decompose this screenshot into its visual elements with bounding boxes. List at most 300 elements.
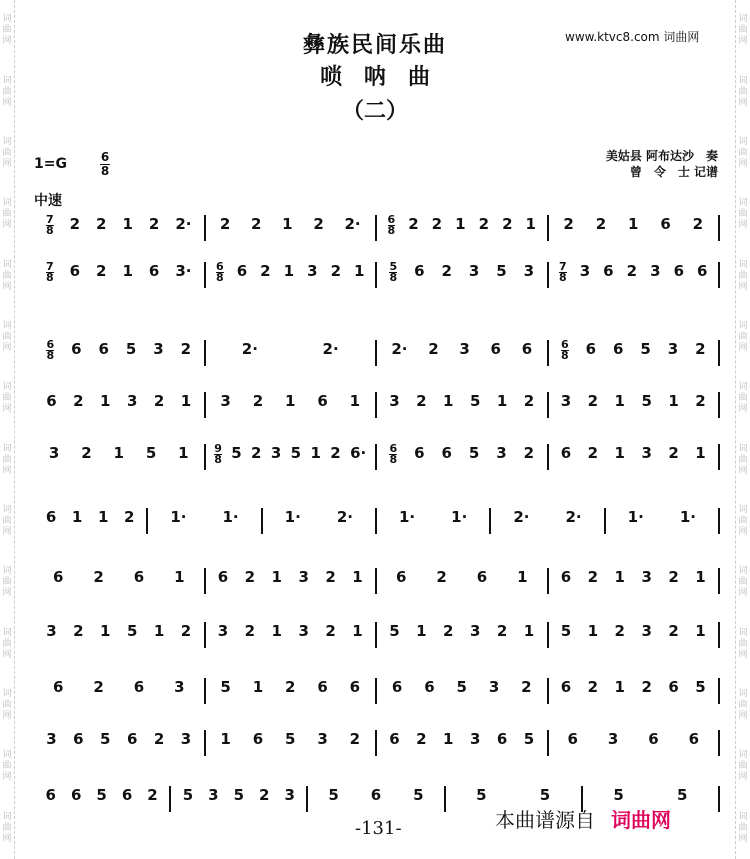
score-row <box>34 262 720 298</box>
note: 6 <box>603 262 614 280</box>
note: 6 <box>673 262 685 280</box>
note: 6 <box>317 678 328 696</box>
brand-text: 词曲网 <box>611 808 671 832</box>
score-row <box>34 730 720 766</box>
note: 6 <box>69 262 81 280</box>
measure <box>210 392 372 410</box>
note: 2 <box>148 215 160 233</box>
note: 2 <box>502 215 513 233</box>
measure <box>553 392 715 410</box>
note: 3 <box>459 340 470 358</box>
note: 2· <box>241 340 258 358</box>
note: 2 <box>153 730 165 748</box>
note: 6 <box>395 568 407 586</box>
note: 5 <box>456 678 467 696</box>
performer: 美姑县 阿布达沙 奏 <box>605 149 718 163</box>
barline <box>375 444 377 470</box>
barline <box>375 392 377 418</box>
barline <box>169 786 171 812</box>
measure <box>38 730 200 748</box>
measure <box>38 622 200 640</box>
title-number: （二） <box>341 98 408 124</box>
note: 6 <box>52 678 64 696</box>
note: 3 <box>667 340 679 358</box>
note: 6 <box>98 340 109 358</box>
note: 5 <box>100 730 111 748</box>
watermark-text: 词 曲 网 <box>738 136 748 169</box>
note: 1 <box>285 392 296 410</box>
note: 5 <box>496 262 507 280</box>
measure <box>381 262 543 283</box>
note: 2 <box>587 678 599 696</box>
watermark-text: 词 曲 网 <box>738 811 748 844</box>
note: 1· <box>679 508 696 526</box>
watermark-text: 词 曲 网 <box>2 382 12 415</box>
note: 1 <box>695 444 706 462</box>
note: 2 <box>595 215 607 233</box>
measure <box>381 678 543 696</box>
note: 2 <box>428 340 439 358</box>
title-sub: 唢 呐 曲 <box>319 64 430 90</box>
note: 2· <box>175 215 192 233</box>
measure <box>210 215 372 233</box>
barline <box>718 786 720 812</box>
note: 1 <box>525 215 536 233</box>
note: 1 <box>100 622 111 640</box>
watermark-text: 词 曲 网 <box>738 198 748 231</box>
note: 6 <box>560 444 572 462</box>
note: 1 <box>614 568 625 586</box>
watermark-text: 词 曲 网 <box>2 443 12 476</box>
watermark-text: 词 曲 网 <box>2 75 12 108</box>
note: 3 <box>220 392 231 410</box>
measure <box>610 508 714 526</box>
note: 6 <box>697 262 708 280</box>
note: 3 <box>468 262 480 280</box>
watermark-text: 词 曲 网 <box>738 443 748 476</box>
barline <box>718 568 720 594</box>
note: 2 <box>330 262 342 280</box>
note: 3 <box>307 262 318 280</box>
note: 2 <box>668 622 679 640</box>
note: 1 <box>271 568 282 586</box>
meter-change: 7 8 <box>45 260 54 284</box>
barline <box>547 568 549 594</box>
watermark-text: 词 曲 网 <box>2 750 12 783</box>
score-row <box>34 444 720 480</box>
measure <box>38 568 200 586</box>
score-row <box>34 568 720 604</box>
note: 3 <box>46 730 57 748</box>
note: 1 <box>97 508 109 526</box>
note: 2 <box>523 392 535 410</box>
note: 2 <box>69 215 81 233</box>
note: 1 <box>695 622 706 640</box>
meter-change: 6 8 <box>216 260 224 284</box>
note: 6 <box>414 444 425 462</box>
note: 2 <box>668 568 679 586</box>
tempo-marking: 中速 <box>34 193 62 209</box>
note: 5 <box>290 444 302 462</box>
score-row <box>34 340 720 376</box>
measure <box>553 622 715 640</box>
note: 6 <box>668 678 679 696</box>
barline <box>375 678 377 704</box>
note: 1 <box>153 622 165 640</box>
note: 6 <box>660 215 671 233</box>
page-number: -131- <box>355 818 402 839</box>
note: 1· <box>284 508 301 526</box>
note: 6 <box>52 568 64 586</box>
note: 1· <box>170 508 187 526</box>
watermark-text: 词 曲 网 <box>2 198 12 231</box>
note: 2 <box>251 444 262 462</box>
note: 2 <box>478 215 490 233</box>
note: 1 <box>695 568 706 586</box>
note: 2 <box>260 262 271 280</box>
note: 1 <box>614 444 625 462</box>
measure <box>381 392 543 410</box>
measure <box>553 568 715 586</box>
measure <box>210 444 372 465</box>
note: 6 <box>490 340 501 358</box>
note: 2 <box>695 392 706 410</box>
note: 1 <box>352 568 363 586</box>
barline <box>375 568 377 594</box>
note: 2 <box>408 215 419 233</box>
note: 1 <box>496 392 508 410</box>
note: 1 <box>122 262 133 280</box>
barline <box>375 622 377 648</box>
note: 5 <box>676 786 688 804</box>
note: 6 <box>349 678 361 696</box>
note: 1 <box>523 622 535 640</box>
note: 1 <box>180 392 192 410</box>
note: 6 <box>476 568 488 586</box>
measure <box>553 730 715 748</box>
barline <box>718 444 720 470</box>
note: 2 <box>81 444 92 462</box>
measure <box>450 786 577 804</box>
note: 5 <box>640 340 651 358</box>
note: 2 <box>325 622 336 640</box>
note: 5 <box>560 622 572 640</box>
measure <box>152 508 256 526</box>
barline <box>261 508 263 534</box>
watermark-text: 词 曲 网 <box>738 259 748 292</box>
barline <box>204 730 206 756</box>
note: 6 <box>391 678 403 696</box>
note: 2 <box>124 508 135 526</box>
note: 6 <box>70 786 82 804</box>
watermark-text: 词 曲 网 <box>738 382 748 415</box>
note: 6 <box>45 508 57 526</box>
barline <box>718 508 720 534</box>
note: 6· <box>350 444 367 462</box>
note: 2 <box>587 568 599 586</box>
meter-change: 6 8 <box>46 338 55 362</box>
note: 6 <box>217 568 229 586</box>
note: 3 <box>469 730 481 748</box>
barline <box>718 215 720 241</box>
note: 6 <box>389 730 400 748</box>
note: 3 <box>46 622 57 640</box>
note: 6 <box>560 678 572 696</box>
note: 2 <box>259 786 270 804</box>
watermark-text: 词 曲 网 <box>2 627 12 660</box>
note: 1 <box>628 215 639 233</box>
note: 3 <box>298 568 309 586</box>
measure <box>312 786 439 804</box>
score-row <box>34 622 720 658</box>
note: 2 <box>626 262 638 280</box>
note: 2 <box>443 622 454 640</box>
note: 2 <box>695 340 706 358</box>
score-row <box>34 678 720 714</box>
note: 2 <box>244 568 256 586</box>
note: 1 <box>352 622 363 640</box>
note: 3 <box>48 444 60 462</box>
barline <box>547 678 549 704</box>
note: 2 <box>93 568 104 586</box>
note: 2 <box>153 392 165 410</box>
watermark-text: 词 曲 网 <box>2 688 12 721</box>
note: 6 <box>560 568 572 586</box>
footer-source <box>495 804 671 833</box>
note: 2 <box>587 444 599 462</box>
note: 6 <box>317 392 328 410</box>
note: 1 <box>587 622 599 640</box>
note: 2 <box>496 622 508 640</box>
note: 1 <box>455 215 466 233</box>
measure <box>267 508 371 526</box>
meter-change: 7 8 <box>45 213 54 237</box>
watermark-text: 词 曲 网 <box>2 320 12 353</box>
note: 1 <box>282 215 293 233</box>
note: 1 <box>178 444 189 462</box>
note: 3 <box>523 262 534 280</box>
note: 2 <box>313 215 324 233</box>
note: 6 <box>496 730 508 748</box>
note: 1 <box>614 392 625 410</box>
measure <box>210 730 372 748</box>
measure <box>38 678 200 696</box>
note: 3 <box>284 786 295 804</box>
barline <box>604 508 606 534</box>
note: 3 <box>560 392 572 410</box>
note: 3 <box>153 340 164 358</box>
note: 2 <box>521 678 532 696</box>
note: 2 <box>252 392 264 410</box>
credits <box>606 148 718 180</box>
note: 6 <box>424 678 435 696</box>
measure <box>210 678 372 696</box>
watermark-text: 词 曲 网 <box>738 14 748 47</box>
note: 5 <box>641 392 652 410</box>
barline <box>547 262 549 288</box>
note: 5 <box>285 730 296 748</box>
note: 6 <box>236 262 248 280</box>
note: 1· <box>451 508 468 526</box>
barline <box>547 340 549 366</box>
barline <box>718 262 720 288</box>
measure <box>381 568 543 586</box>
measure <box>38 508 142 526</box>
title-main: 彝族民间乐曲 <box>302 32 447 58</box>
note: 2 <box>692 215 704 233</box>
barline <box>146 508 148 534</box>
watermark-text: 词 曲 网 <box>2 811 12 844</box>
note: 1· <box>627 508 644 526</box>
barline <box>375 262 377 288</box>
watermark-text: 词 曲 网 <box>738 688 748 721</box>
measure <box>587 786 714 804</box>
note: 1 <box>310 444 321 462</box>
barline <box>547 622 549 648</box>
note: 3 <box>488 678 500 696</box>
note: 3 <box>317 730 328 748</box>
note: 5 <box>182 786 194 804</box>
note: 6 <box>45 786 56 804</box>
measure <box>38 392 200 410</box>
score-row <box>34 392 720 428</box>
watermark-text: 词 曲 网 <box>738 566 748 599</box>
meter-change: 7 8 <box>559 260 567 284</box>
note: 2 <box>244 622 256 640</box>
note: 2 <box>641 678 652 696</box>
note: 3 <box>180 730 192 748</box>
barline <box>375 340 377 366</box>
note: 6 <box>121 786 133 804</box>
note: 6 <box>585 340 596 358</box>
barline <box>718 340 720 366</box>
barline <box>547 730 549 756</box>
note: 3 <box>126 392 138 410</box>
note: 3 <box>389 392 400 410</box>
note: 3 <box>579 262 591 280</box>
note: 3 <box>607 730 619 748</box>
note: 2 <box>416 730 427 748</box>
note: 2· <box>322 340 339 358</box>
measure <box>38 262 200 283</box>
note: 5 <box>145 444 157 462</box>
barline <box>444 786 446 812</box>
note: 2 <box>251 215 262 233</box>
barline <box>489 508 491 534</box>
barline <box>204 262 206 288</box>
note: 1 <box>100 392 111 410</box>
barline <box>718 622 720 648</box>
note: 1 <box>271 622 282 640</box>
right-watermark-strip <box>735 0 750 859</box>
note: 3 <box>217 622 229 640</box>
transcriber: 曾 令 士 记谱 <box>629 165 718 179</box>
note: 1 <box>122 215 133 233</box>
measure <box>38 444 200 462</box>
barline <box>547 215 549 241</box>
note: 2 <box>325 568 336 586</box>
measure <box>38 786 165 804</box>
note: 3 <box>641 622 652 640</box>
measure <box>381 508 485 526</box>
note: 5 <box>539 786 551 804</box>
barline <box>547 392 549 418</box>
note: 2· <box>344 215 361 233</box>
note: 2 <box>219 215 231 233</box>
note: 3 <box>174 678 185 696</box>
note: 6 <box>126 730 138 748</box>
note: 1· <box>399 508 416 526</box>
left-watermark-strip <box>0 0 15 859</box>
note: 1 <box>443 392 454 410</box>
measure <box>553 262 715 283</box>
barline <box>204 678 206 704</box>
barline <box>204 392 206 418</box>
note: 3 <box>641 444 652 462</box>
measure <box>38 340 200 361</box>
note: 2· <box>336 508 353 526</box>
note: 5 <box>96 786 107 804</box>
measure <box>210 262 372 283</box>
note: 5 <box>125 340 137 358</box>
site-url: www.ktvc8.com 词曲网 <box>565 30 700 44</box>
measure <box>553 678 715 696</box>
note: 2 <box>416 392 427 410</box>
score-row <box>34 215 720 251</box>
note: 6 <box>441 444 452 462</box>
measure <box>495 508 599 526</box>
barline <box>306 786 308 812</box>
source-text: 本曲谱源自 <box>495 808 595 832</box>
meter-change: 6 8 <box>387 213 396 237</box>
note: 5 <box>476 786 487 804</box>
barline <box>718 678 720 704</box>
key-signature: 1=G <box>34 156 67 172</box>
note: 1· <box>222 508 239 526</box>
note: 2· <box>513 508 530 526</box>
measure <box>553 444 715 462</box>
note: 5 <box>613 786 624 804</box>
note: 2 <box>587 392 599 410</box>
barline <box>204 444 206 470</box>
note: 2 <box>614 622 625 640</box>
watermark-text: 词 曲 网 <box>2 14 12 47</box>
note: 3 <box>270 444 282 462</box>
note: 6 <box>648 730 659 748</box>
note: 6 <box>133 678 145 696</box>
note: 5 <box>233 786 244 804</box>
measure <box>175 786 302 804</box>
note: 6 <box>521 340 533 358</box>
note: 2 <box>285 678 296 696</box>
note: 1 <box>71 508 83 526</box>
note: 5 <box>328 786 339 804</box>
watermark-text: 词 曲 网 <box>738 750 748 783</box>
note: 5 <box>523 730 535 748</box>
watermark-text: 词 曲 网 <box>2 504 12 537</box>
note: 1 <box>174 568 185 586</box>
time-signature: 6 8 <box>100 150 110 178</box>
barline <box>204 622 206 648</box>
note: 1 <box>349 392 361 410</box>
measure <box>381 444 543 465</box>
note: 6 <box>46 392 57 410</box>
measure <box>210 622 372 640</box>
note: 2 <box>330 444 341 462</box>
note: 2 <box>180 622 192 640</box>
watermark-text: 词 曲 网 <box>738 320 748 353</box>
measure <box>553 215 715 233</box>
